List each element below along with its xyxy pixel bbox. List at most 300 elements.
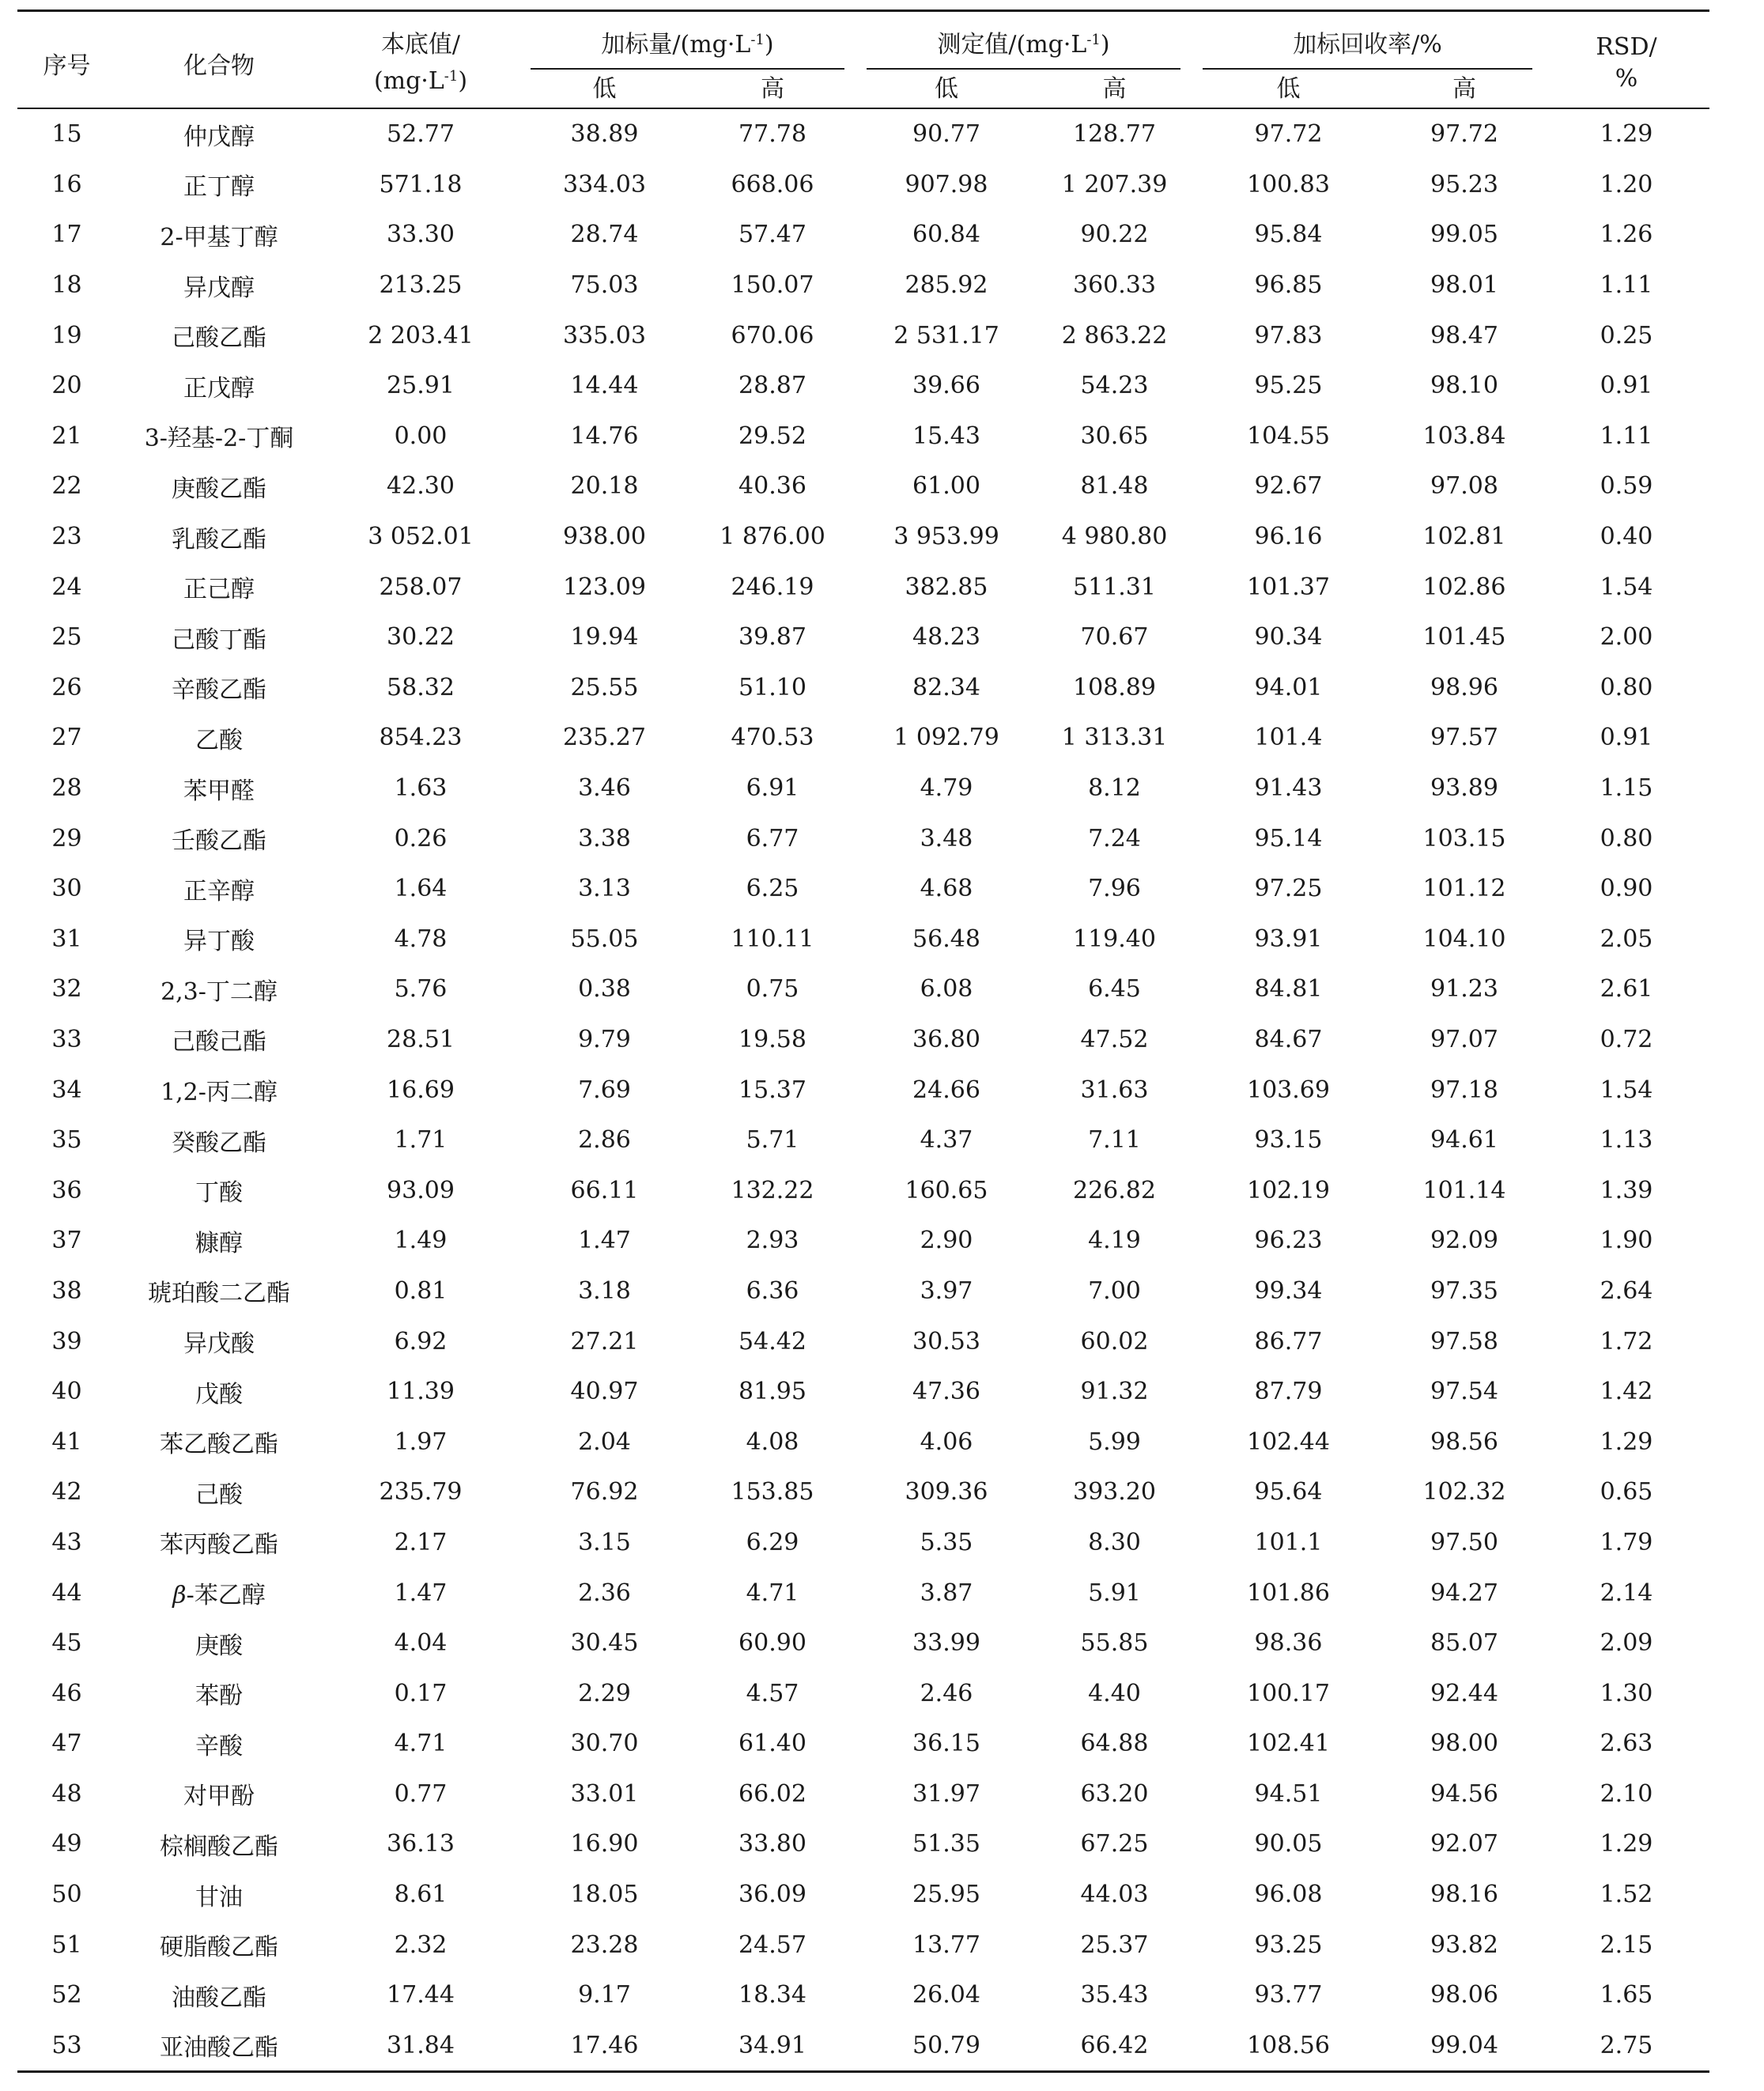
cell-recovery-low: 95.14 (1254, 824, 1323, 853)
cell-recovery-low: 90.05 (1254, 1830, 1323, 1858)
table-row (17, 1416, 1709, 1467)
cell-measured-low: 2.46 (920, 1679, 973, 1707)
table-row (17, 1064, 1709, 1115)
cell-recovery-low: 94.01 (1254, 673, 1323, 701)
cell-spike-low: 9.17 (578, 1981, 631, 2010)
cell-recovery-high: 92.09 (1430, 1227, 1498, 1255)
cell-recovery-high: 97.18 (1430, 1076, 1498, 1104)
cell-background: 1.63 (394, 774, 448, 803)
cell-measured-low: 56.48 (912, 925, 980, 953)
cell-rsd: 0.80 (1600, 824, 1653, 853)
cell-rsd: 0.80 (1600, 673, 1653, 701)
header-spike-high: 高 (689, 65, 856, 108)
cell-spike-high: 77.78 (738, 120, 806, 149)
cell-spike-high: 2.93 (746, 1227, 799, 1255)
cell-compound: 苯甲醛 (183, 777, 255, 805)
table-row (17, 1719, 1709, 1769)
cell-recovery-low: 97.25 (1254, 875, 1323, 903)
cell-recovery-low: 97.72 (1254, 120, 1323, 149)
cell-spike-low: 19.94 (570, 623, 639, 652)
table-row (17, 663, 1709, 713)
cell-compound: 苯乙酸乙酯 (160, 1431, 278, 1459)
cell-compound: 1,2-丙二醇 (161, 1079, 278, 1107)
cell-background: 2 203.41 (368, 321, 474, 350)
cell-spike-low: 334.03 (563, 170, 646, 199)
cell-spike-low: 28.74 (570, 221, 639, 249)
header-rsd-line2: % (1615, 65, 1638, 93)
cell-measured-high: 90.22 (1080, 221, 1149, 249)
cell-compound: 仲戊醇 (183, 123, 255, 151)
cell-measured-low: 25.95 (912, 1881, 980, 1909)
cell-measured-low: 160.65 (905, 1176, 988, 1204)
cell-spike-low: 23.28 (570, 1930, 639, 1959)
cell-compound: 丁酸 (195, 1179, 243, 1208)
cell-background: 5.76 (394, 975, 448, 1004)
cell-recovery-low: 101.1 (1254, 1528, 1323, 1556)
cell-recovery-low: 92.67 (1254, 472, 1323, 501)
table-row (17, 1316, 1709, 1367)
header-recovery-rule (1203, 68, 1532, 70)
cell-measured-high: 66.42 (1037, 2021, 1192, 2072)
cell-index: 21 (51, 422, 82, 450)
cell-spike-low: 938.00 (563, 523, 646, 551)
cell-compound: 对甲酚 (183, 1783, 255, 1811)
cell-index: 15 (51, 120, 82, 149)
cell-index: 17 (51, 221, 82, 249)
cell-recovery-high: 104.10 (1422, 925, 1506, 953)
cell-measured-low: 36.15 (912, 1730, 980, 1758)
cell-measured-low: 15.43 (912, 422, 980, 450)
cell-recovery-high: 99.04 (1385, 2021, 1543, 2072)
cell-spike-high: 61.40 (738, 1730, 806, 1758)
header-measured-high: 高 (1037, 65, 1192, 108)
header-compound: 化合物 (116, 11, 322, 109)
cell-index: 34 (51, 1076, 82, 1104)
table-row (17, 1015, 1709, 1065)
cell-rsd: 0.59 (1600, 472, 1653, 501)
table-row (17, 1518, 1709, 1568)
cell-background: 36.13 (387, 1830, 455, 1858)
cell-recovery-high: 97.35 (1430, 1276, 1498, 1305)
cell-measured-low: 3.87 (920, 1579, 973, 1607)
cell-measured-low: 61.00 (912, 472, 980, 501)
cell-index: 25 (51, 623, 82, 652)
table-row (17, 310, 1709, 361)
cell-index: 28 (51, 774, 82, 803)
cell-recovery-low: 84.67 (1254, 1025, 1323, 1053)
header-background (322, 11, 519, 109)
table-row (17, 1919, 1709, 1970)
cell-background: 213.25 (379, 271, 463, 300)
cell-measured-low: 39.66 (912, 372, 980, 400)
table-row (17, 813, 1709, 864)
cell-spike-high: 24.57 (738, 1930, 806, 1959)
table-header (17, 11, 1709, 109)
header-measured-label: 测定值/(mg·L (937, 31, 1087, 59)
cell-recovery-high: 103.84 (1422, 422, 1506, 450)
cell-spike-high: 18.34 (738, 1981, 806, 2010)
cell-index: 18 (51, 271, 82, 300)
cell-recovery-high: 98.01 (1430, 271, 1498, 300)
cell-spike-high: 19.58 (738, 1025, 806, 1053)
cell-recovery-low: 95.25 (1254, 372, 1323, 400)
cell-measured-high: 5.99 (1088, 1427, 1141, 1456)
cell-background: 0.77 (394, 1779, 448, 1808)
cell-background: 258.07 (379, 573, 463, 601)
cell-measured-low: 4.37 (920, 1126, 973, 1155)
table-row (17, 713, 1709, 763)
cell-spike-high: 66.02 (738, 1779, 806, 1808)
cell-rsd: 0.40 (1600, 523, 1653, 551)
header-measured (856, 11, 1192, 66)
cell-spike-high: 6.91 (746, 774, 799, 803)
cell-compound: 己酸乙酯 (172, 324, 266, 353)
cell-recovery-low: 87.79 (1254, 1378, 1323, 1406)
cell-measured-low: 82.34 (912, 673, 980, 701)
table-row (17, 361, 1709, 411)
cell-recovery-low: 101.4 (1254, 724, 1323, 752)
cell-measured-low: 24.66 (912, 1076, 980, 1104)
cell-recovery-high: 85.07 (1430, 1629, 1498, 1658)
cell-spike-high: 40.36 (738, 472, 806, 501)
table-row (17, 512, 1709, 562)
cell-spike-low: 18.05 (570, 1881, 639, 1909)
cell-measured-low: 2 531.17 (893, 321, 999, 350)
cell-background: 17.44 (387, 1981, 455, 2010)
cell-recovery-high: 92.07 (1430, 1830, 1498, 1858)
cell-measured-low: 13.77 (912, 1930, 980, 1959)
cell-measured-high: 4.40 (1088, 1679, 1141, 1707)
cell-spike-high: 39.87 (738, 623, 806, 652)
cell-background: 2.32 (394, 1930, 448, 1959)
table-row (17, 210, 1709, 260)
cell-recovery-low: 96.23 (1254, 1227, 1323, 1255)
cell-compound: 琥珀酸二乙酯 (148, 1280, 290, 1308)
cell-compound: 3-羟基-2-丁酮 (144, 425, 294, 453)
cell-compound: 异戊醇 (183, 274, 255, 302)
cell-measured-low: 4.68 (920, 875, 973, 903)
cell-background: 2.17 (394, 1528, 448, 1556)
cell-rsd: 1.15 (1600, 774, 1653, 803)
cell-measured-high: 7.00 (1088, 1276, 1141, 1305)
table-row (17, 763, 1709, 814)
cell-measured-low: 907.98 (905, 170, 988, 199)
table-row (17, 562, 1709, 612)
cell-background: 42.30 (387, 472, 455, 501)
cell-recovery-low: 98.36 (1254, 1629, 1323, 1658)
cell-measured-low: 3 953.99 (893, 523, 999, 551)
cell-compound: 亚油酸乙酯 (116, 2021, 322, 2072)
cell-index: 42 (51, 1478, 82, 1507)
cell-recovery-high: 101.14 (1422, 1176, 1506, 1204)
cell-recovery-high: 95.23 (1430, 170, 1498, 199)
cell-measured-high: 1 313.31 (1061, 724, 1168, 752)
cell-background: 31.84 (322, 2021, 519, 2072)
cell-compound: 异戊酸 (183, 1330, 255, 1359)
cell-recovery-low: 108.56 (1192, 2021, 1385, 2072)
cell-recovery-low: 91.43 (1254, 774, 1323, 803)
cell-compound: 庚酸 (195, 1632, 243, 1660)
cell-spike-low: 16.90 (570, 1830, 639, 1858)
cell-measured-high: 108.89 (1073, 673, 1156, 701)
cell-measured-high: 360.33 (1073, 271, 1156, 300)
table-row (17, 2021, 1709, 2072)
cell-measured-low: 3.97 (920, 1276, 973, 1305)
cell-background: 28.51 (387, 1025, 455, 1053)
cell-background: 3 052.01 (368, 523, 474, 551)
cell-recovery-low: 93.77 (1254, 1981, 1323, 2010)
table-row (17, 1165, 1709, 1216)
cell-spike-high: 33.80 (738, 1830, 806, 1858)
table-row (17, 1266, 1709, 1317)
cell-rsd: 1.90 (1600, 1227, 1653, 1255)
cell-measured-high: 7.24 (1088, 824, 1141, 853)
header-measured-close: ) (1100, 31, 1110, 59)
table-row (17, 1668, 1709, 1719)
cell-recovery-low: 96.08 (1254, 1881, 1323, 1909)
cell-measured-low: 51.35 (912, 1830, 980, 1858)
cell-recovery-low: 101.37 (1247, 573, 1330, 601)
cell-spike-high: 6.25 (746, 875, 799, 903)
cell-measured-low: 382.85 (905, 573, 988, 601)
cell-recovery-high: 97.08 (1430, 472, 1498, 501)
cell-recovery-high: 101.45 (1422, 623, 1506, 652)
table-row (17, 1115, 1709, 1166)
cell-recovery-low: 103.69 (1247, 1076, 1330, 1104)
cell-background: 1.47 (394, 1579, 448, 1607)
cell-spike-low: 30.70 (570, 1730, 639, 1758)
cell-recovery-high: 98.06 (1430, 1981, 1498, 2010)
cell-measured-high: 35.43 (1080, 1981, 1149, 2010)
cell-measured-high: 60.02 (1080, 1327, 1149, 1356)
cell-recovery-high: 94.27 (1430, 1579, 1498, 1607)
cell-spike-low: 17.46 (519, 2021, 689, 2072)
cell-measured-low: 4.79 (920, 774, 973, 803)
header-spike-close: ) (764, 31, 774, 59)
cell-rsd: 2.00 (1600, 623, 1653, 652)
cell-background: 33.30 (387, 221, 455, 249)
header-recovery-low: 低 (1192, 65, 1385, 108)
cell-spike-high: 57.47 (738, 221, 806, 249)
cell-spike-low: 3.38 (578, 824, 631, 853)
cell-recovery-low: 86.77 (1254, 1327, 1323, 1356)
cell-recovery-low: 100.83 (1247, 170, 1330, 199)
cell-measured-low: 33.99 (912, 1629, 980, 1658)
cell-rsd: 1.79 (1600, 1528, 1653, 1556)
cell-rsd: 0.91 (1600, 372, 1653, 400)
cell-recovery-high: 98.10 (1430, 372, 1498, 400)
cell-background: 6.92 (394, 1327, 448, 1356)
table-row (17, 1970, 1709, 2021)
cell-rsd: 0.65 (1600, 1478, 1653, 1507)
cell-background: 30.22 (387, 623, 455, 652)
table-row (17, 864, 1709, 914)
cell-index: 45 (51, 1629, 82, 1658)
table-row (17, 1618, 1709, 1669)
cell-compound: 2-甲基丁醇 (160, 223, 278, 251)
cell-recovery-low: 96.85 (1254, 271, 1323, 300)
cell-rsd: 1.26 (1600, 221, 1653, 249)
cell-index: 29 (51, 824, 82, 853)
cell-spike-high: 132.22 (731, 1176, 814, 1204)
cell-spike-low: 14.44 (570, 372, 639, 400)
cell-spike-low: 2.29 (578, 1679, 631, 1707)
cell-rsd: 1.42 (1600, 1378, 1653, 1406)
cell-recovery-high: 99.05 (1430, 221, 1498, 249)
cell-rsd: 2.61 (1600, 975, 1653, 1004)
cell-spike-high: 670.06 (731, 321, 814, 350)
cell-background: 93.09 (387, 1176, 455, 1204)
cell-measured-high: 55.85 (1080, 1629, 1149, 1658)
cell-recovery-high: 97.58 (1430, 1327, 1498, 1356)
header-background-line2 (323, 61, 519, 97)
cell-spike-low: 66.11 (570, 1176, 639, 1204)
cell-spike-high: 28.87 (738, 372, 806, 400)
cell-index: 44 (51, 1579, 82, 1607)
cell-background: 25.91 (387, 372, 455, 400)
header-background-close: ) (458, 67, 468, 95)
cell-spike-high: 6.77 (746, 824, 799, 853)
cell-index: 16 (51, 170, 82, 199)
table-row (17, 964, 1709, 1015)
cell-measured-low: 26.04 (912, 1981, 980, 2010)
cell-spike-low: 3.46 (578, 774, 631, 803)
cell-spike-low: 2.04 (578, 1427, 631, 1456)
cell-recovery-high: 98.16 (1430, 1881, 1498, 1909)
cell-recovery-low: 104.55 (1247, 422, 1330, 450)
cell-rsd: 2.05 (1600, 925, 1653, 953)
cell-measured-low: 36.80 (912, 1025, 980, 1053)
cell-compound: 棕榈酸乙酯 (160, 1832, 278, 1861)
cell-measured-high: 5.91 (1088, 1579, 1141, 1607)
cell-spike-low: 3.15 (578, 1528, 631, 1556)
cell-compound: 己酸己酯 (172, 1028, 266, 1057)
cell-rsd: 1.54 (1600, 1076, 1653, 1104)
cell-compound: 壬酸乙酯 (172, 827, 266, 856)
cell-recovery-high: 94.61 (1430, 1126, 1498, 1155)
cell-recovery-low: 102.19 (1247, 1176, 1330, 1204)
cell-recovery-high: 97.50 (1430, 1528, 1498, 1556)
cell-rsd: 2.75 (1543, 2021, 1709, 2072)
cell-recovery-high: 97.57 (1430, 724, 1498, 752)
header-rsd-line1: RSD/ (1596, 33, 1657, 61)
header-measured-rule (867, 68, 1180, 70)
cell-measured-high: 31.63 (1080, 1076, 1149, 1104)
cell-index: 22 (51, 472, 82, 501)
cell-spike-low: 33.01 (570, 1779, 639, 1808)
cell-recovery-high: 97.54 (1430, 1378, 1498, 1406)
cell-recovery-low: 96.16 (1254, 523, 1323, 551)
cell-measured-high: 70.67 (1080, 623, 1149, 652)
table-body (17, 108, 1709, 2072)
cell-spike-high: 470.53 (731, 724, 814, 752)
cell-index: 32 (51, 975, 82, 1004)
cell-spike-high: 4.71 (746, 1579, 799, 1607)
cell-rsd: 1.52 (1600, 1881, 1653, 1909)
cell-background: 58.32 (387, 673, 455, 701)
cell-spike-low: 55.05 (570, 925, 639, 953)
cell-compound: 苯丙酸乙酯 (160, 1531, 278, 1560)
cell-index: 31 (51, 925, 82, 953)
cell-compound: 正己醇 (183, 576, 255, 604)
cell-compound: 癸酸乙酯 (172, 1129, 266, 1157)
cell-recovery-low: 90.34 (1254, 623, 1323, 652)
cell-recovery-high: 101.12 (1422, 875, 1506, 903)
cell-measured-high: 7.96 (1088, 875, 1141, 903)
cell-recovery-low: 101.86 (1247, 1579, 1330, 1607)
cell-spike-high: 1 876.00 (720, 523, 825, 551)
cell-index: 33 (51, 1025, 82, 1053)
cell-spike-high: 668.06 (731, 170, 814, 199)
cell-spike-high: 5.71 (746, 1126, 799, 1155)
cell-spike-low: 235.27 (563, 724, 646, 752)
header-recovery-label: 加标回收率/% (1293, 31, 1442, 59)
cell-recovery-low: 95.64 (1254, 1478, 1323, 1507)
header-spike-label: 加标量/(mg·L (601, 31, 751, 59)
cell-measured-high: 511.31 (1073, 573, 1156, 601)
cell-spike-low: 1.47 (578, 1227, 631, 1255)
cell-measured-high: 7.11 (1088, 1126, 1141, 1155)
cell-background: 4.78 (394, 925, 448, 953)
cell-spike-low: 38.89 (570, 120, 639, 149)
cell-index: 43 (51, 1528, 82, 1556)
cell-compound: 己酸 (195, 1480, 243, 1509)
cell-recovery-high: 91.23 (1430, 975, 1498, 1004)
cell-rsd: 1.20 (1600, 170, 1653, 199)
cell-rsd: 1.11 (1600, 422, 1653, 450)
document-page (17, 0, 1709, 2073)
cell-recovery-high: 98.56 (1430, 1427, 1498, 1456)
cell-compound: 油酸乙酯 (172, 1983, 266, 2012)
cell-measured-low: 285.92 (905, 271, 988, 300)
cell-background: 52.77 (387, 120, 455, 149)
cell-index: 30 (51, 875, 82, 903)
table-row (17, 260, 1709, 311)
cell-recovery-high: 97.07 (1430, 1025, 1498, 1053)
cell-background: 1.49 (394, 1227, 448, 1255)
header-background-line1: 本底值/ (380, 31, 461, 59)
cell-measured-low: 50.79 (856, 2021, 1037, 2072)
cell-measured-low: 30.53 (912, 1327, 980, 1356)
cell-spike-high: 36.09 (738, 1881, 806, 1909)
header-spike (519, 11, 856, 66)
cell-spike-high: 153.85 (731, 1478, 814, 1507)
cell-index: 53 (17, 2021, 116, 2072)
cell-rsd: 1.54 (1600, 573, 1653, 601)
cell-recovery-low: 102.44 (1247, 1427, 1330, 1456)
cell-recovery-low: 94.51 (1254, 1779, 1323, 1808)
recovery-table (17, 9, 1709, 2073)
table-row (17, 1367, 1709, 1417)
cell-rsd: 1.11 (1600, 271, 1653, 300)
table-row (17, 1216, 1709, 1266)
cell-spike-high: 51.10 (738, 673, 806, 701)
cell-spike-high: 246.19 (731, 573, 814, 601)
cell-measured-high: 6.45 (1088, 975, 1141, 1004)
cell-background: 8.61 (394, 1881, 448, 1909)
cell-recovery-low: 97.83 (1254, 321, 1323, 350)
table-row (17, 461, 1709, 512)
cell-measured-high: 8.12 (1088, 774, 1141, 803)
cell-index: 20 (51, 372, 82, 400)
header-background-sup: -1 (444, 68, 459, 85)
cell-measured-low: 1 092.79 (893, 724, 999, 752)
cell-rsd: 2.64 (1600, 1276, 1653, 1305)
header-recovery (1192, 11, 1543, 66)
table-row (17, 411, 1709, 462)
cell-recovery-high: 92.44 (1430, 1679, 1498, 1707)
cell-index: 37 (51, 1227, 82, 1255)
